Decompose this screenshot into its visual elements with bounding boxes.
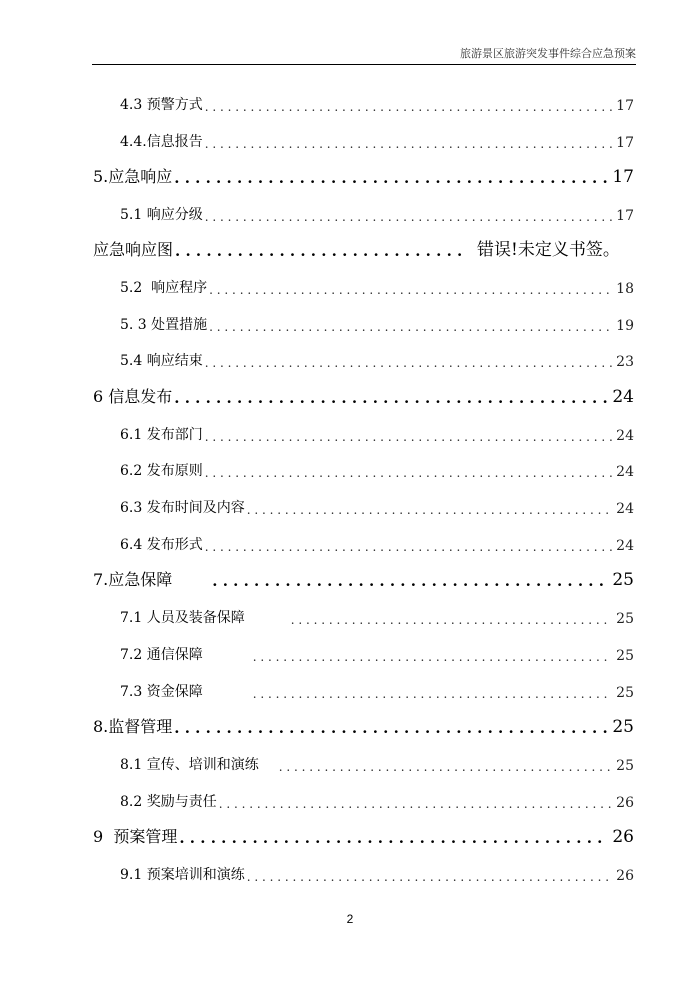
toc-entry[interactable] bbox=[93, 383, 634, 407]
toc-entry-title: 7.应急保障 bbox=[93, 570, 173, 589]
toc-entry-page: 26 bbox=[612, 827, 634, 847]
toc-entry-page: 26 bbox=[616, 868, 634, 884]
toc-entry-page: 17 bbox=[612, 167, 634, 187]
page-footer bbox=[0, 912, 700, 926]
toc-entry-page: 24 bbox=[612, 387, 634, 407]
toc-dot-leader bbox=[253, 650, 612, 664]
toc-dot-leader bbox=[247, 870, 612, 884]
toc-entry-page: 25 bbox=[612, 570, 634, 590]
toc-entry-page: 24 bbox=[616, 428, 634, 444]
toc-dot-leader bbox=[291, 613, 612, 627]
toc-dot-leader bbox=[205, 466, 612, 480]
toc-entry-title: 9 预案管理 bbox=[93, 827, 178, 846]
toc-dot-leader bbox=[205, 540, 612, 554]
toc-dot-leader bbox=[205, 210, 612, 224]
toc-dot-leader bbox=[205, 430, 612, 444]
toc-entry-page: 17 bbox=[616, 98, 634, 114]
toc-dot-leader bbox=[209, 283, 612, 297]
toc-entry-title: 5.2 响应程序 bbox=[120, 280, 208, 296]
toc-entry-page: 25 bbox=[616, 685, 634, 701]
toc-entry[interactable] bbox=[120, 310, 634, 334]
toc-dot-leader bbox=[174, 169, 608, 187]
toc-entry-page: 25 bbox=[616, 611, 634, 627]
toc-entry[interactable] bbox=[120, 127, 634, 151]
toc-entry-title: 5. 3 处置措施 bbox=[120, 317, 208, 333]
toc-dot-leader bbox=[253, 687, 612, 701]
toc-dot-leader bbox=[219, 797, 612, 811]
toc-entry[interactable] bbox=[120, 200, 634, 224]
toc-bookmark-error: 错误!未定义书签。 bbox=[477, 240, 620, 260]
toc-entry-page: 25 bbox=[616, 758, 634, 774]
toc-entry-title: 7.2 通信保障 bbox=[120, 647, 203, 663]
toc-entry[interactable] bbox=[120, 860, 634, 884]
toc-dot-leader bbox=[209, 320, 612, 334]
toc-entry[interactable] bbox=[120, 273, 634, 297]
page-number: 2 bbox=[346, 912, 354, 926]
toc-entry-page: 18 bbox=[616, 281, 634, 297]
toc-entry[interactable] bbox=[120, 640, 634, 664]
toc-entry-title: 9.1 预案培训和演练 bbox=[120, 867, 245, 883]
toc-entry[interactable] bbox=[120, 603, 634, 627]
toc-entry-title: 8.2 奖励与责任 bbox=[120, 794, 217, 810]
toc-entry-page: 23 bbox=[616, 354, 634, 370]
toc-entry-title: 8.监督管理 bbox=[93, 717, 173, 736]
toc-entry[interactable] bbox=[120, 346, 634, 370]
toc-entry[interactable] bbox=[120, 787, 634, 811]
toc-entry[interactable] bbox=[120, 456, 634, 480]
toc-dot-leader bbox=[205, 356, 612, 370]
toc-dot-leader bbox=[205, 100, 612, 114]
toc-entry-title: 应急响应图 bbox=[93, 240, 174, 259]
toc-entry[interactable] bbox=[93, 236, 648, 260]
toc-entry[interactable] bbox=[93, 823, 634, 847]
toc-entry-title: 5.4 响应结束 bbox=[120, 353, 203, 369]
toc-entry[interactable] bbox=[120, 530, 634, 554]
toc-entry[interactable] bbox=[120, 420, 634, 444]
toc-entry-title: 5.应急响应 bbox=[93, 167, 173, 186]
toc-entry-title: 6 信息发布 bbox=[93, 387, 173, 406]
toc-entry[interactable] bbox=[93, 566, 634, 590]
page-header bbox=[92, 48, 636, 65]
toc-entry-page: 26 bbox=[616, 795, 634, 811]
toc-dot-leader bbox=[212, 572, 608, 590]
toc-dot-leader bbox=[205, 137, 612, 151]
toc-entry-page: 17 bbox=[616, 135, 634, 151]
toc-entry-title: 7.1 人员及装备保障 bbox=[120, 610, 245, 626]
toc-entry[interactable] bbox=[120, 493, 634, 517]
toc-entry-page: 24 bbox=[616, 501, 634, 517]
toc-dot-leader bbox=[247, 503, 612, 517]
toc-entry-title: 6.3 发布时间及内容 bbox=[120, 500, 245, 516]
toc-entry-title: 4.3 预警方式 bbox=[120, 97, 203, 113]
toc-entry-title: 7.3 资金保障 bbox=[120, 684, 203, 700]
header-title: 旅游景区旅游突发事件综合应急预案 bbox=[460, 47, 636, 60]
toc-dot-leader bbox=[279, 760, 612, 774]
toc-entry-title: 6.2 发布原则 bbox=[120, 463, 203, 479]
toc-entry-page: 24 bbox=[616, 538, 634, 554]
toc-entry[interactable] bbox=[93, 713, 634, 737]
toc-entry[interactable] bbox=[120, 677, 634, 701]
toc-dot-leader bbox=[174, 719, 608, 737]
toc-dot-leader bbox=[175, 242, 467, 260]
toc-entry[interactable] bbox=[93, 163, 634, 187]
toc-entry-page: 24 bbox=[616, 464, 634, 480]
toc-entry[interactable] bbox=[120, 750, 634, 774]
toc-entry-title: 5.1 响应分级 bbox=[120, 207, 203, 223]
toc-entry-page: 19 bbox=[616, 318, 634, 334]
toc-entry-page: 25 bbox=[616, 648, 634, 664]
toc-entry-page: 25 bbox=[612, 717, 634, 737]
toc-entry-title: 4.4.信息报告 bbox=[120, 134, 203, 150]
toc-entry[interactable] bbox=[120, 90, 634, 114]
toc-entry-title: 6.4 发布形式 bbox=[120, 537, 203, 553]
toc-entry-title: 8.1 宣传、培训和演练 bbox=[120, 757, 259, 773]
toc-dot-leader bbox=[174, 389, 608, 407]
toc-dot-leader bbox=[179, 829, 608, 847]
toc-entry-title: 6.1 发布部门 bbox=[120, 427, 203, 443]
toc-entry-page: 17 bbox=[616, 208, 634, 224]
